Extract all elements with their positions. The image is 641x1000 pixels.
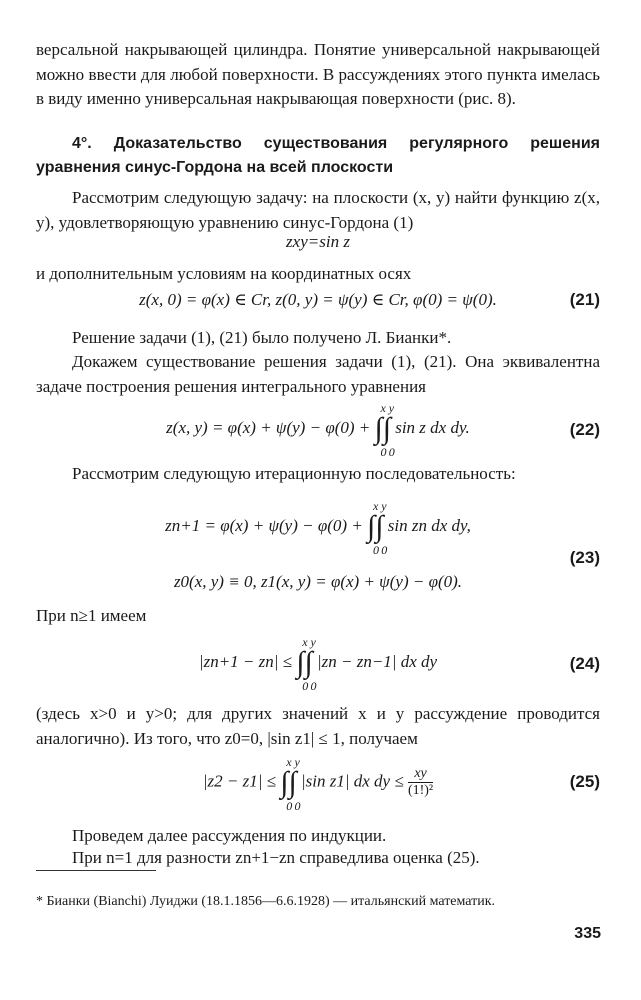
fraction: $\frac{xy}{\text{(1!)²}}$	[407, 766, 434, 798]
paragraph-estimate: При n=1 для разности zn+1−zn справедлива оценка (25).	[72, 848, 480, 867]
integral-sign: ∫ y 0	[375, 499, 388, 557]
equation-24: |zn+1 − zn| ≤ ∫ x 0 ∫ y 0 |zn − zn−1| dx dy (24)	[198, 635, 600, 693]
integral-sign: ∫ y 0	[304, 635, 317, 693]
integral-sign: ∫ y 0	[382, 401, 395, 459]
paragraph-here: (здесь x>0 и y>0; для других значений x и y рассуждение проводится аналогично). Из того, что z0=0, |sin z1| ≤ 1, получаем	[36, 704, 600, 748]
integral-sign: ∫ x 0	[367, 499, 380, 557]
integral-sign: ∫ y 0	[288, 754, 301, 813]
equation-21-body: z(x, 0) = φ(x) ∈ Cr, z(0, y) = ψ(y) ∈ Cr, φ(0) = ψ(0).	[139, 290, 497, 309]
paragraph-prove: Докажем существование решения задачи (1), (21). Она эквивалентна задаче построения решения интегрального уравнения	[36, 352, 600, 396]
paragraph-n-ge-1: При n≥1 имеем	[36, 606, 147, 625]
equation-24-number: (24)	[569, 654, 600, 673]
equation-22	[36, 401, 600, 459]
page-number: 335	[574, 925, 601, 942]
integral-sign: ∫ x 0	[280, 754, 293, 813]
equation-21	[36, 290, 600, 320]
equation-23b: z0(x, y) ≡ 0, z1(x, y) = φ(x) + ψ(y) − φ(0).	[173, 572, 463, 591]
paragraph-conditions: и дополнительным условиям на координатных осях	[36, 264, 412, 283]
integral-sign: ∫ x 0	[296, 635, 309, 693]
equation-23a: zn+1 = φ(x) + ψ(y) − φ(0) + ∫ x 0 ∫ y 0 sin zn dx dy,	[165, 499, 471, 557]
footnote: * Бианки (Bianchi) Луиджи (18.1.1856—6.6.1928) — итальянский математик.	[36, 894, 496, 909]
equation-23-number: (23)	[569, 548, 600, 567]
paragraph-iteration: Рассмотрим следующую итерационную последовательность:	[72, 464, 516, 483]
paragraph-intro: версальной накрывающей цилиндра. Понятие универсальной накрывающей можно ввести для любой поверхности. В рассуждениях этого пункта имелась в виду именно универсальная накрывающая поверхности (рис. 8).	[36, 40, 600, 108]
equation-21-number: (21)	[569, 290, 600, 309]
equation-22-number: (22)	[569, 420, 600, 439]
footnote-rule	[36, 870, 156, 871]
equation-22-right: sin z dx dy.	[395, 417, 470, 437]
integral-sign: ∫ x 0	[374, 401, 387, 459]
paragraph-bianchi: Решение задачи (1), (21) было получено Л. Бианки*.	[72, 328, 452, 347]
equation-25-number: (25)	[569, 772, 600, 791]
equation-sine-gordon: zxy=sin z	[286, 232, 350, 251]
section-heading: 4°. Доказательство существования регулярного решения уравнения синус-Гордона на всей плоскости	[36, 135, 600, 176]
paragraph-induction: Проведем далее рассуждения по индукции.	[72, 826, 387, 845]
equation-22-left: z(x, y) = φ(x) + ψ(y) − φ(0) +	[166, 417, 371, 437]
equation-25: |z2 − z1| ≤ ∫ x 0 ∫ y 0 |sin z1| dx dy ≤ $\frac{xy}{\text{(1!)²}}$ (25)	[202, 754, 600, 813]
paragraph-task: Рассмотрим следующую задачу: на плоскости (x, y) найти функцию z(x, y), удовлетворяющую уравнению синус-Гордона (1)	[36, 188, 600, 232]
